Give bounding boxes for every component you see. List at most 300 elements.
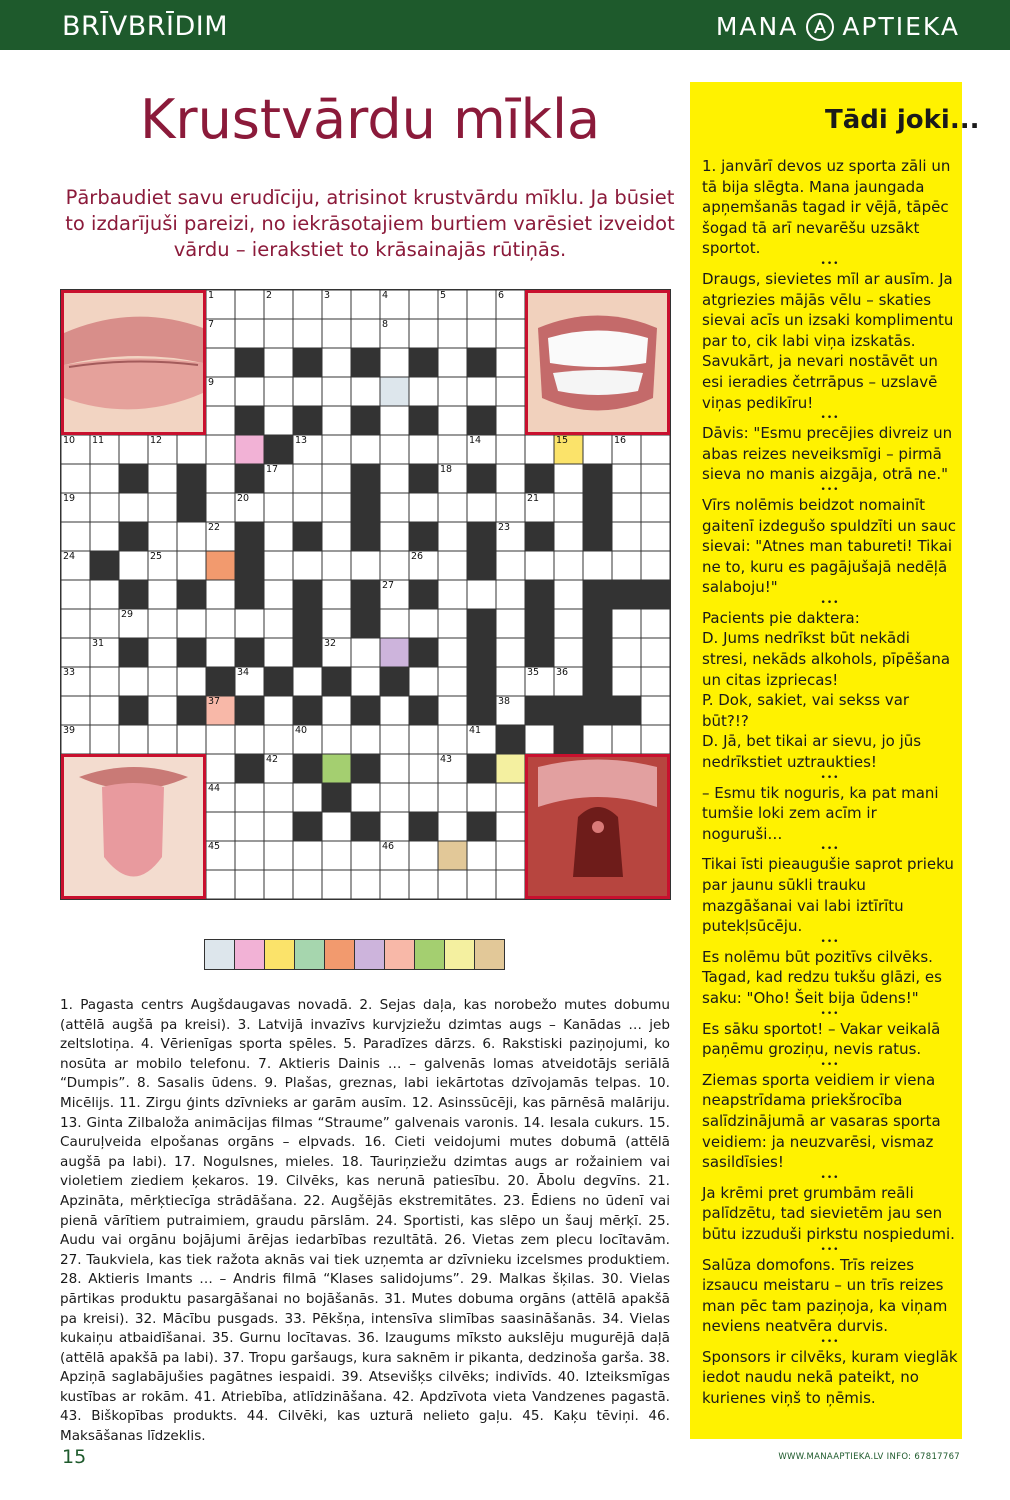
- crossword-cell[interactable]: [641, 551, 670, 580]
- crossword-cell[interactable]: [409, 783, 438, 812]
- crossword-block: [119, 464, 148, 493]
- clue-number: 16: [614, 435, 627, 446]
- crossword-cell[interactable]: [525, 667, 554, 696]
- crossword-cell[interactable]: [467, 493, 496, 522]
- crossword-cell[interactable]: [467, 580, 496, 609]
- crossword-cell[interactable]: [583, 725, 612, 754]
- crossword-cell[interactable]: [351, 319, 380, 348]
- crossword-cell[interactable]: [322, 435, 351, 464]
- crossword-cell[interactable]: [264, 406, 293, 435]
- crossword-cell[interactable]: [293, 870, 322, 899]
- crossword-cell[interactable]: [380, 841, 409, 870]
- crossword-cell[interactable]: [61, 696, 90, 725]
- crossword-cell[interactable]: [641, 435, 670, 464]
- crossword-cell[interactable]: [612, 609, 641, 638]
- crossword-cell[interactable]: [206, 725, 235, 754]
- crossword-cell[interactable]: [90, 580, 119, 609]
- crossword-cell[interactable]: [612, 667, 641, 696]
- crossword-cell[interactable]: [496, 319, 525, 348]
- crossword-cell[interactable]: [467, 290, 496, 319]
- crossword-cell[interactable]: [409, 725, 438, 754]
- crossword-cell[interactable]: [641, 522, 670, 551]
- crossword-cell[interactable]: [264, 377, 293, 406]
- crossword-cell[interactable]: [438, 435, 467, 464]
- crossword-cell[interactable]: [264, 464, 293, 493]
- clue-number: 15: [556, 435, 569, 446]
- answer-cell[interactable]: [444, 939, 475, 970]
- crossword-cell[interactable]: [206, 638, 235, 667]
- crossword-cell[interactable]: [351, 870, 380, 899]
- crossword-cell[interactable]: [351, 551, 380, 580]
- crossword-cell[interactable]: [351, 638, 380, 667]
- crossword-block: [409, 464, 438, 493]
- crossword-cell[interactable]: [119, 667, 148, 696]
- crossword-cell[interactable]: [496, 667, 525, 696]
- crossword-cell[interactable]: [409, 754, 438, 783]
- crossword-cell[interactable]: [206, 493, 235, 522]
- crossword-cell[interactable]: [351, 783, 380, 812]
- crossword-cell[interactable]: [322, 551, 351, 580]
- crossword-cell[interactable]: [322, 348, 351, 377]
- crossword-cell[interactable]: [264, 319, 293, 348]
- crossword-cell[interactable]: [206, 580, 235, 609]
- crossword-cell[interactable]: [380, 348, 409, 377]
- answer-cell[interactable]: [204, 939, 235, 970]
- crossword-cell[interactable]: [235, 870, 264, 899]
- crossword-cell[interactable]: [438, 290, 467, 319]
- crossword-cell[interactable]: [322, 696, 351, 725]
- crossword-cell[interactable]: [496, 783, 525, 812]
- crossword-cell[interactable]: [90, 696, 119, 725]
- crossword-cell[interactable]: [235, 493, 264, 522]
- crossword-cell[interactable]: [235, 319, 264, 348]
- crossword-cell[interactable]: [264, 348, 293, 377]
- crossword-block: [322, 783, 351, 812]
- crossword-cell[interactable]: [351, 841, 380, 870]
- crossword-cell[interactable]: [380, 290, 409, 319]
- crossword-cell[interactable]: [438, 841, 467, 870]
- crossword-cell[interactable]: [235, 725, 264, 754]
- crossword-cell[interactable]: [467, 435, 496, 464]
- crossword-cell[interactable]: [438, 377, 467, 406]
- tongue-photo: [61, 754, 206, 899]
- crossword-cell[interactable]: [438, 609, 467, 638]
- crossword-cell[interactable]: [380, 783, 409, 812]
- answer-cell[interactable]: [234, 939, 265, 970]
- crossword-cell[interactable]: [264, 725, 293, 754]
- crossword-cell[interactable]: [467, 841, 496, 870]
- crossword-cell[interactable]: [61, 725, 90, 754]
- crossword-cell[interactable]: [438, 319, 467, 348]
- answer-cell[interactable]: [264, 939, 295, 970]
- crossword-cell[interactable]: [322, 377, 351, 406]
- crossword-cell[interactable]: [90, 522, 119, 551]
- crossword-cell[interactable]: [119, 609, 148, 638]
- crossword-cell[interactable]: [264, 696, 293, 725]
- crossword-cell[interactable]: [293, 725, 322, 754]
- crossword-cell[interactable]: [235, 290, 264, 319]
- crossword-cell[interactable]: [409, 319, 438, 348]
- crossword-cell[interactable]: [380, 464, 409, 493]
- crossword-cell[interactable]: [612, 551, 641, 580]
- crossword-cell[interactable]: [496, 435, 525, 464]
- crossword-cell[interactable]: [322, 464, 351, 493]
- answer-cell[interactable]: [474, 939, 505, 970]
- crossword-cell[interactable]: [438, 725, 467, 754]
- joke-separator: •••: [820, 258, 840, 269]
- crossword-cell[interactable]: [90, 667, 119, 696]
- crossword-cell[interactable]: [380, 812, 409, 841]
- crossword-cell[interactable]: [119, 435, 148, 464]
- answer-cell[interactable]: [294, 939, 325, 970]
- crossword-cell[interactable]: [438, 406, 467, 435]
- crossword-cell[interactable]: [206, 464, 235, 493]
- crossword-cell[interactable]: [409, 493, 438, 522]
- crossword-cell[interactable]: [409, 609, 438, 638]
- crossword-cell[interactable]: [293, 783, 322, 812]
- crossword-cell[interactable]: [496, 377, 525, 406]
- joke-separator: •••: [820, 413, 840, 424]
- crossword-cell[interactable]: [206, 812, 235, 841]
- crossword-cell[interactable]: [61, 551, 90, 580]
- crossword-cell[interactable]: [438, 493, 467, 522]
- crossword-cell[interactable]: [206, 348, 235, 377]
- crossword-cell[interactable]: [61, 522, 90, 551]
- mortar-logo-icon: [806, 13, 834, 41]
- crossword-cell[interactable]: [438, 522, 467, 551]
- crossword-cell[interactable]: [409, 551, 438, 580]
- crossword-cell[interactable]: [235, 435, 264, 464]
- crossword-cell[interactable]: [61, 464, 90, 493]
- crossword-cell[interactable]: [409, 667, 438, 696]
- crossword-grid: [61, 290, 670, 899]
- crossword-cell[interactable]: [148, 667, 177, 696]
- crossword-cell[interactable]: [496, 638, 525, 667]
- crossword-cell[interactable]: [496, 348, 525, 377]
- crossword-cell[interactable]: [322, 609, 351, 638]
- crossword-cell[interactable]: [206, 841, 235, 870]
- crossword-cell[interactable]: [380, 725, 409, 754]
- clue-number: 10: [63, 435, 76, 446]
- crossword-cell[interactable]: [322, 493, 351, 522]
- crossword-cell[interactable]: [380, 493, 409, 522]
- crossword-cell[interactable]: [322, 580, 351, 609]
- crossword-cell[interactable]: [380, 551, 409, 580]
- crossword-cell[interactable]: [438, 464, 467, 493]
- crossword-cell[interactable]: [467, 725, 496, 754]
- crossword-cell[interactable]: [496, 841, 525, 870]
- crossword-cell[interactable]: [61, 580, 90, 609]
- crossword-cell[interactable]: [496, 493, 525, 522]
- crossword-block: [119, 696, 148, 725]
- clue-number: 33: [63, 667, 76, 678]
- crossword-cell[interactable]: [380, 580, 409, 609]
- clue-number: 40: [295, 725, 308, 736]
- crossword-cell[interactable]: [380, 754, 409, 783]
- crossword-cell[interactable]: [438, 638, 467, 667]
- crossword-cell[interactable]: [380, 696, 409, 725]
- crossword-cell[interactable]: [264, 783, 293, 812]
- crossword-cell[interactable]: [61, 638, 90, 667]
- crossword-cell[interactable]: [293, 290, 322, 319]
- clue-number: 35: [527, 667, 540, 678]
- crossword-cell[interactable]: [148, 638, 177, 667]
- crossword-cell[interactable]: [583, 551, 612, 580]
- crossword-cell[interactable]: [554, 551, 583, 580]
- crossword-cell[interactable]: [177, 609, 206, 638]
- crossword-cell[interactable]: [177, 435, 206, 464]
- crossword-cell[interactable]: [148, 435, 177, 464]
- crossword-cell[interactable]: [322, 841, 351, 870]
- crossword-cell[interactable]: [322, 522, 351, 551]
- crossword-cell[interactable]: [438, 870, 467, 899]
- crossword-cell[interactable]: [525, 435, 554, 464]
- crossword-cell[interactable]: [380, 638, 409, 667]
- crossword-cell[interactable]: [293, 667, 322, 696]
- crossword-cell[interactable]: [148, 580, 177, 609]
- clue-number: 27: [382, 580, 395, 591]
- crossword-cell[interactable]: [206, 609, 235, 638]
- crossword-cell[interactable]: [235, 812, 264, 841]
- crossword-cell[interactable]: [61, 609, 90, 638]
- crossword-cell[interactable]: [206, 319, 235, 348]
- crossword-cell[interactable]: [264, 580, 293, 609]
- crossword-cell[interactable]: [90, 464, 119, 493]
- crossword-cell[interactable]: [612, 435, 641, 464]
- page-number: 15: [62, 1446, 87, 1468]
- crossword-cell[interactable]: [90, 493, 119, 522]
- crossword-cell[interactable]: [496, 580, 525, 609]
- crossword-cell[interactable]: [264, 638, 293, 667]
- crossword-cell[interactable]: [119, 725, 148, 754]
- crossword-cell[interactable]: [235, 609, 264, 638]
- crossword-cell[interactable]: [409, 841, 438, 870]
- crossword-cell[interactable]: [235, 841, 264, 870]
- crossword-cell[interactable]: [438, 754, 467, 783]
- crossword-cell[interactable]: [467, 870, 496, 899]
- crossword-cell[interactable]: [467, 377, 496, 406]
- crossword-cell[interactable]: [380, 319, 409, 348]
- crossword-cell[interactable]: [554, 609, 583, 638]
- clue-number: 46: [382, 841, 395, 852]
- crossword-cell[interactable]: [293, 377, 322, 406]
- crossword-cell[interactable]: [293, 551, 322, 580]
- crossword-block: [293, 696, 322, 725]
- crossword-cell[interactable]: [641, 493, 670, 522]
- crossword-cell[interactable]: [438, 783, 467, 812]
- crossword-cell[interactable]: [438, 667, 467, 696]
- crossword-cell[interactable]: [554, 667, 583, 696]
- crossword-cell[interactable]: [438, 348, 467, 377]
- crossword-cell[interactable]: [467, 783, 496, 812]
- crossword-cell[interactable]: [293, 435, 322, 464]
- crossword-cell[interactable]: [148, 609, 177, 638]
- crossword-cell[interactable]: [525, 551, 554, 580]
- crossword-cell[interactable]: [351, 290, 380, 319]
- crossword-cell[interactable]: [554, 638, 583, 667]
- crossword-block: [177, 580, 206, 609]
- crossword-cell[interactable]: [351, 435, 380, 464]
- crossword-cell[interactable]: [264, 754, 293, 783]
- crossword-cell[interactable]: [438, 551, 467, 580]
- crossword-cell[interactable]: [554, 464, 583, 493]
- crossword-cell[interactable]: [322, 812, 351, 841]
- crossword-cell[interactable]: [148, 551, 177, 580]
- crossword-cell[interactable]: [583, 435, 612, 464]
- joke-separator: •••: [820, 1059, 840, 1070]
- crossword-cell[interactable]: [322, 754, 351, 783]
- crossword-cell[interactable]: [641, 638, 670, 667]
- crossword-cell[interactable]: [264, 812, 293, 841]
- crossword-cell[interactable]: [641, 696, 670, 725]
- crossword-cell[interactable]: [409, 377, 438, 406]
- crossword-cell[interactable]: [61, 667, 90, 696]
- crossword-cell[interactable]: [496, 406, 525, 435]
- crossword-cell[interactable]: [322, 290, 351, 319]
- crossword-cell[interactable]: [380, 522, 409, 551]
- crossword-block: [235, 580, 264, 609]
- crossword-cell[interactable]: [264, 870, 293, 899]
- answer-cell[interactable]: [354, 939, 385, 970]
- crossword-cell[interactable]: [612, 638, 641, 667]
- crossword-cell[interactable]: [177, 667, 206, 696]
- crossword-cell[interactable]: [496, 290, 525, 319]
- crossword-cell[interactable]: [380, 609, 409, 638]
- crossword-cell[interactable]: [293, 464, 322, 493]
- crossword-cell[interactable]: [177, 725, 206, 754]
- crossword-block: [467, 464, 496, 493]
- joke-item: Dāvis: "Esmu precējies divreiz un abas reizes neveiksmīgi – pirmā sieva no manis aizgāja, otrā ne.": [702, 424, 953, 484]
- crossword-cell[interactable]: [90, 725, 119, 754]
- crossword-cell[interactable]: [293, 841, 322, 870]
- crossword-cell[interactable]: [409, 435, 438, 464]
- crossword-cell[interactable]: [264, 551, 293, 580]
- crossword-cell[interactable]: [148, 464, 177, 493]
- crossword-cell[interactable]: [496, 551, 525, 580]
- crossword-cell[interactable]: [380, 406, 409, 435]
- crossword-cell[interactable]: [496, 609, 525, 638]
- crossword-cell[interactable]: [206, 290, 235, 319]
- crossword-cell[interactable]: [322, 725, 351, 754]
- crossword-cell[interactable]: [322, 319, 351, 348]
- crossword-cell[interactable]: [641, 464, 670, 493]
- crossword-cell[interactable]: [206, 696, 235, 725]
- answer-cell[interactable]: [324, 939, 355, 970]
- crossword-cell[interactable]: [322, 870, 351, 899]
- crossword-block: [583, 493, 612, 522]
- crossword-cell[interactable]: [496, 464, 525, 493]
- clue-number: 11: [92, 435, 105, 446]
- crossword-cell[interactable]: [554, 493, 583, 522]
- crossword-cell[interactable]: [496, 522, 525, 551]
- crossword-cell[interactable]: [235, 783, 264, 812]
- crossword-cell[interactable]: [496, 696, 525, 725]
- crossword-cell[interactable]: [351, 667, 380, 696]
- crossword-cell[interactable]: [206, 754, 235, 783]
- crossword-cell[interactable]: [90, 638, 119, 667]
- crossword-cell[interactable]: [264, 290, 293, 319]
- crossword-block: [293, 609, 322, 638]
- crossword-cell[interactable]: [641, 609, 670, 638]
- crossword-cell[interactable]: [380, 377, 409, 406]
- crossword-cell[interactable]: [264, 522, 293, 551]
- crossword-cell[interactable]: [148, 725, 177, 754]
- crossword-cell[interactable]: [148, 522, 177, 551]
- crossword-cell[interactable]: [496, 812, 525, 841]
- crossword-cell[interactable]: [380, 435, 409, 464]
- clue-number: 9: [208, 377, 215, 388]
- clue-number: 4: [382, 290, 389, 301]
- answer-cell[interactable]: [414, 939, 445, 970]
- crossword-cell[interactable]: [438, 812, 467, 841]
- crossword-cell[interactable]: [409, 870, 438, 899]
- crossword-cell[interactable]: [554, 435, 583, 464]
- crossword-cell[interactable]: [177, 522, 206, 551]
- crossword-cell[interactable]: [90, 609, 119, 638]
- crossword-cell[interactable]: [206, 783, 235, 812]
- crossword-cell[interactable]: [438, 696, 467, 725]
- crossword-cell[interactable]: [235, 667, 264, 696]
- crossword-cell[interactable]: [525, 493, 554, 522]
- crossword-cell[interactable]: [351, 377, 380, 406]
- crossword-cell[interactable]: [61, 493, 90, 522]
- crossword-cell[interactable]: [119, 493, 148, 522]
- crossword-cell[interactable]: [496, 870, 525, 899]
- joke-item: Ziemas sporta veidiem ir viena neapstrīdama priekšrocība salīdzinājumā ar vasaras sporta veidiem: ja neuzvarēsi, vismaz sasildīsies!: [702, 1070, 941, 1172]
- crossword-cell[interactable]: [264, 493, 293, 522]
- crossword-cell[interactable]: [90, 435, 119, 464]
- crossword-cell[interactable]: [293, 493, 322, 522]
- crossword-cell[interactable]: [206, 522, 235, 551]
- clue-number: 26: [411, 551, 424, 562]
- crossword-cell[interactable]: [409, 290, 438, 319]
- crossword-cell[interactable]: [177, 551, 206, 580]
- crossword-cell[interactable]: [438, 580, 467, 609]
- crossword-cell[interactable]: [206, 870, 235, 899]
- crossword-cell[interactable]: [641, 725, 670, 754]
- crossword-cell[interactable]: [554, 580, 583, 609]
- crossword-cell[interactable]: [206, 435, 235, 464]
- crossword-cell[interactable]: [61, 435, 90, 464]
- crossword-cell[interactable]: [554, 522, 583, 551]
- crossword-cell[interactable]: [206, 406, 235, 435]
- crossword-cell[interactable]: [264, 609, 293, 638]
- crossword-cell[interactable]: [351, 725, 380, 754]
- crossword-cell[interactable]: [612, 522, 641, 551]
- crossword-cell[interactable]: [467, 319, 496, 348]
- crossword-block: [119, 638, 148, 667]
- crossword-cell[interactable]: [148, 493, 177, 522]
- crossword-cell[interactable]: [322, 638, 351, 667]
- crossword-cell[interactable]: [148, 696, 177, 725]
- joke-separator: •••: [820, 484, 840, 495]
- crossword-cell[interactable]: [496, 754, 525, 783]
- crossword-cell[interactable]: [293, 319, 322, 348]
- crossword-cell[interactable]: [264, 841, 293, 870]
- answer-cell[interactable]: [384, 939, 415, 970]
- crossword-cell[interactable]: [235, 377, 264, 406]
- crossword-cell[interactable]: [612, 493, 641, 522]
- crossword-cell[interactable]: [206, 551, 235, 580]
- crossword-cell[interactable]: [641, 667, 670, 696]
- crossword-cell[interactable]: [612, 725, 641, 754]
- crossword-cell[interactable]: [525, 725, 554, 754]
- crossword-cell[interactable]: [206, 377, 235, 406]
- crossword-cell[interactable]: [119, 551, 148, 580]
- crossword-cell[interactable]: [322, 406, 351, 435]
- crossword-cell[interactable]: [612, 464, 641, 493]
- crossword-cell[interactable]: [380, 870, 409, 899]
